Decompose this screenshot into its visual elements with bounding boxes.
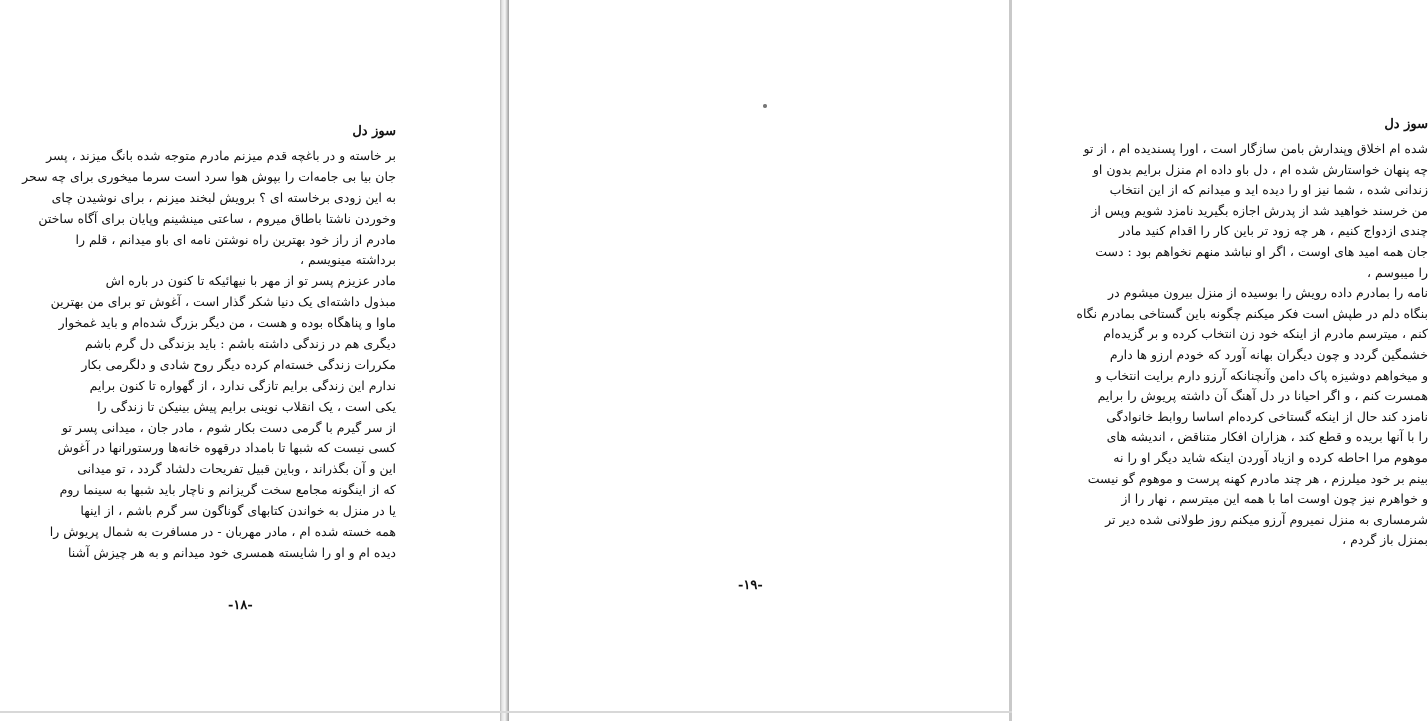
ink-speck [763, 104, 767, 108]
left-page-number: -۱۸- [228, 598, 253, 613]
text-line: که از اینگونه مجامع سخت گریزانم و ناچار باید شبها به سینما روم [59, 482, 396, 498]
text-line: جان بیا بی جامه‌ات را بپوش هوا سرد است سرما میخوری برای چه سحر [22, 168, 396, 184]
text-line: را میبوسم ، [1367, 264, 1428, 280]
text-line: دیده ام و او را شایسته همسری خود میدانم و به هر چیزش آشنا [67, 544, 396, 560]
left-page-text [22, 122, 396, 564]
text-line: کنم ، میترسم مادرم از اینکه خود زن انتخاب کرده و بر گزیده‌ام [1103, 326, 1428, 342]
text-line: بر خاسته و در باغچه قدم میزنم مادرم متوجه شده بانگ میزند ، پسر [46, 148, 396, 163]
text-line: مادر عزیزم پسر تو از مهر با نیهائیکه تا کنون در باره اش [105, 273, 396, 289]
text-line: جان همه امید های اوست ، اگر او نباشد منهم نخواهم بود : دست [1095, 243, 1428, 259]
text-line: مبذول داشته‌ای یک دنیا شکر گذار است ، آغوش تو برای من بهترین [50, 294, 396, 310]
text-line: مکررات زندگی خسته‌ام کرده دیگر روح شادی و دلگرمی بکار [81, 356, 396, 372]
text-line: ندارم این زندگی برایم تازگی ندارد ، از گهواره تا کنون برایم [89, 377, 396, 393]
text-line: همه خسته شده ام ، مادر مهربان - در مسافرت به شمال پریوش را [49, 524, 396, 540]
text-line: وخوردن ناشتا باطاق میروم ، ساعتی مینشینم وپایان برای آگاه ساختن [38, 210, 396, 226]
text-line: موهوم مرا احاطه کرده و ازیاد آوردن اینکه شاید دیگر او را نه [1113, 449, 1428, 465]
text-line: ماوا و پناهگاه بوده و هست ، من دیگر بزرگ شده‌ام و باید غمخوار [58, 315, 396, 331]
text-line: به این زودی برخاسته ای ؟ برویش لبخند میزنم ، برای نوشیدن چای [51, 189, 396, 205]
text-line: زندانی شده ، شما نیز او را دیده اید و میدانم که از این انتخاب [1109, 182, 1428, 198]
left-page [0, 0, 500, 721]
text-line: یا در منزل به خواندن کتابهای گوناگون سر گرم باشم ، از اینها [80, 503, 396, 519]
text-line: یکی است ، یک انقلاب نوینی برایم پیش بینیکن تا زندگی را [97, 398, 396, 414]
right-running-title: سوز دل [1384, 117, 1428, 132]
text-line: بینم بر خود میلرزم ، هر چند مادرم کهنه پرست و موهوم گو نیست [1087, 470, 1428, 486]
text-line: این و آن بگذراند ، وباین قبیل تفریحات دلشاد گردد ، تو میدانی [77, 461, 396, 477]
text-line: بمنزل باز گردم ، [1342, 532, 1428, 548]
right-page-text [1076, 115, 1428, 551]
text-line: من خرسند خواهید شد از پدرش اجازه بگیرید نامزد شویم وپس از [1091, 202, 1428, 218]
text-line: خشمگین گردد و چون دیگران بهانه آورد که خودم ارزو ها دارم [1109, 346, 1428, 362]
text-line: نامه را بمادرم داده رویش را بوسیده از منزل بیرون میشوم در [1108, 285, 1428, 301]
text-line: دیگری هم در زندگی داشته باشم : باید بزندگی دل گرم باشم [84, 336, 396, 352]
text-line: شرمساری به منزل نمیروم آرزو میکنم روز طولانی شده دیر تر [1105, 511, 1428, 527]
left-running-title: سوز دل [352, 124, 396, 139]
text-line: شده ام اخلاق وپندارش بامن سازگار است ، اورا پسندیده ام ، از تو [1083, 141, 1428, 156]
text-line: چندی ازدواج کنیم ، هر چه زود تر باین کار را اقدام کنید مادر [1119, 223, 1428, 239]
text-line: را با آنها بریده و قطع کند ، هزاران افکار متناقض ، اندیشه های [1106, 429, 1428, 445]
text-line: برداشته مینویسم ، [300, 252, 396, 268]
text-line: و خواهرم نیز چون اوست اما با همه این میترسم ، نهار را از [1121, 491, 1428, 507]
scan-bottom-edge [0, 711, 1012, 713]
book-gutter [500, 0, 509, 721]
text-line: کسی نیست که شبها تا بامداد درقهوه خانه‌ها ورستورانها در آغوش [57, 440, 396, 456]
text-line: مادرم از راز خود بهترین راه نوشتن نامه ای باو میدانم ، قلم را [75, 231, 396, 247]
text-line: چه پنهان خواستارش شده ام ، دل باو داده ام منزل برایم بدون او [1092, 161, 1428, 177]
page-edge [1009, 0, 1012, 721]
right-page [509, 0, 1428, 721]
text-line: نامزد کند حال از اینکه گستاخی کرده‌ام اساسا روابط خانوادگی [1106, 408, 1428, 424]
text-line: همسرت کنم ، و اگر احیانا در دل آهنگ آن داشته پریوش را برایم [1097, 388, 1428, 404]
text-line: بنگاه دلم در طپش است فکر میکنم چگونه باین گستاخی بمادرم نگاه [1076, 305, 1428, 321]
text-line: از سر گیرم با گرمی دست بکار شوم ، مادر جان ، میدانی پسر تو [61, 419, 396, 435]
text-line: و میخواهم دوشیزه پاک دامن وآنچنانکه آرزو دارم برایت انتخاب و [1095, 367, 1428, 383]
right-page-number: -۱۹- [738, 578, 763, 593]
